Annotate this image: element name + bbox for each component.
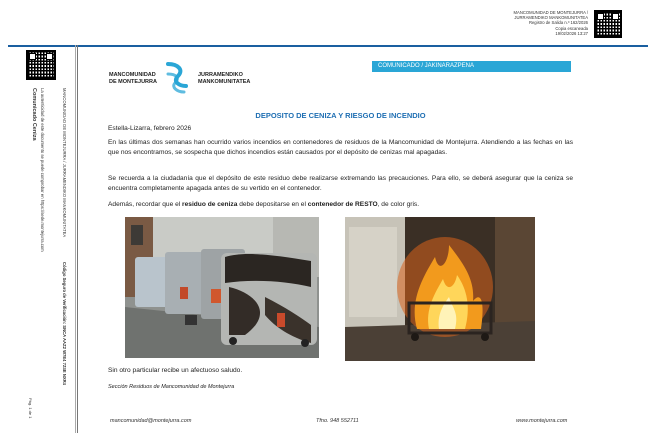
paragraph-3 — [108, 200, 573, 210]
sidebar-title: Comunicado Ceniza — [31, 88, 37, 141]
paragraph-1: En las últimas dos semanas han ocurrido varios incendios en contenedores de residuos de la Mancomunidad de Montejurra. Atendiendo a las fechas en las que nos encontramos, se sospecha que dichos incendios están causados por el depósito de cenizas mal apagadas. — [108, 139, 573, 156]
logo-line: DE MONTEJURRA — [109, 78, 157, 85]
qr-code-icon — [594, 10, 622, 38]
closing-line: Sin otro particular recibe un afectuoso saludo. — [108, 367, 243, 374]
qr-code-icon — [26, 50, 56, 80]
registry-line: 19/02/2026 13:27 — [555, 30, 588, 36]
logo-text-left — [109, 72, 157, 85]
registry-stamp — [458, 10, 588, 36]
document-type-banner: COMUNICADO / JAKINARAZPENA — [372, 61, 571, 72]
footer-email[interactable]: mancomunidad@montejurra.com — [110, 418, 192, 424]
sidebar-rule — [77, 45, 78, 433]
logo-text-right — [198, 72, 250, 85]
logo-line: JURRAMENDIKO — [198, 72, 243, 78]
paragraph-2: Se recuerda a la ciudadanía que el depósito de este residuo debe realizarse extremando las precauciones. Para ello, se deberá asegurar que la ceniza se encuentra completamente apagada antes de su vertido en el contenedor. — [108, 175, 573, 192]
footer-phone: Tfno. 948 552711 — [316, 418, 359, 424]
container-fire-photo — [345, 217, 535, 361]
logo-line: MANKOMUNITATEA — [198, 78, 251, 85]
registry-line: Registro de Salida n.º 162/2026 — [528, 20, 588, 26]
logo-line: MANCOMUNIDAD — [109, 72, 156, 78]
sidebar-entity: MANCOMUNIDAD DE MONTEJURRA / JURRAMENDIKO MANKOMUNITATEA — [62, 88, 67, 238]
paragraph-3-text: , de color gris. — [377, 201, 420, 208]
verification-code: Código Seguro de Verificación: SNCA AAZ2 W7E4 7Z4E NXR4 — [62, 262, 67, 386]
header-rule — [8, 45, 648, 47]
registry-line: JURRAMENDIKO MANKOMUNITATEA — [514, 15, 588, 21]
document-title: DEPOSITO DE CENIZA Y RIESGO DE INCENDIO — [255, 111, 426, 120]
paragraph-3-text: debe depositarse en el — [237, 201, 308, 208]
paragraph-3-emphasis: residuo de ceniza — [182, 201, 238, 208]
footer-website[interactable]: www.montejurra.com — [516, 418, 568, 424]
page-number: Pág. 1 de 1 — [28, 398, 33, 419]
date-line: Estella-Lizarra, febrero 2026 — [108, 125, 192, 132]
burned-containers-photo — [125, 217, 319, 358]
registry-line: Copia escaneada — [555, 25, 588, 31]
sidebar-rule-inner — [75, 45, 76, 433]
paragraph-3-emphasis: contenedor de RESTO — [307, 201, 378, 208]
signature: Sección Residuos de Mancomunidad de Montejurra — [108, 384, 235, 390]
sidebar-note: La autenticidad de este documento se puede comprobar en https://sede.montejurra.com — [40, 88, 45, 252]
paragraph-3-text: Además, recordar que el — [108, 201, 183, 208]
registry-line: MANCOMUNIDAD DE MONTEJURRA / — [513, 10, 588, 15]
logo-mark-icon — [164, 60, 190, 96]
